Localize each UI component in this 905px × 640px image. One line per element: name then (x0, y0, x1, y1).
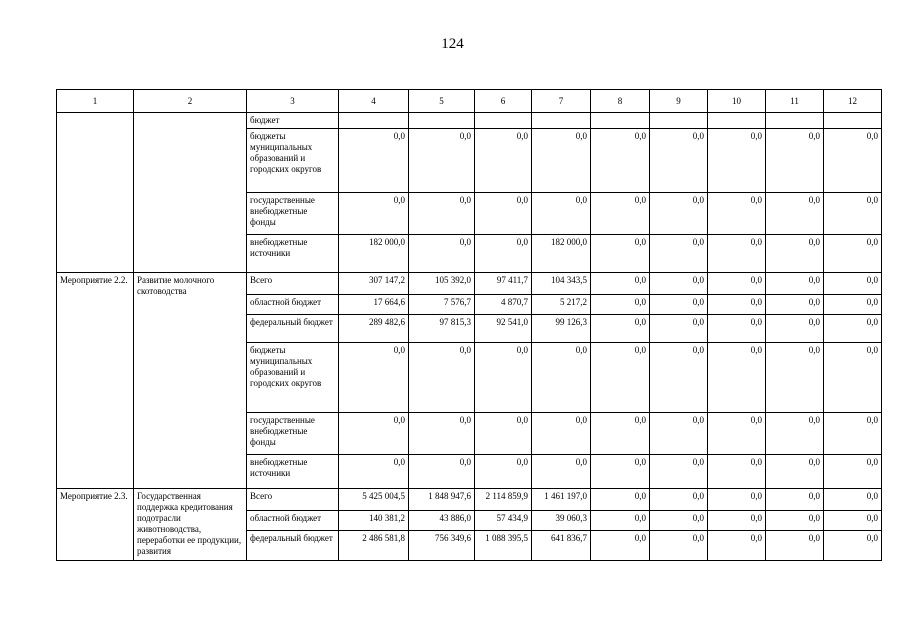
value-cell: 0,0 (650, 129, 708, 193)
value-cell: 0,0 (650, 511, 708, 531)
column-header: 3 (247, 90, 339, 113)
column-header: 1 (57, 90, 134, 113)
column-header: 12 (824, 90, 882, 113)
value-cell: 0,0 (409, 193, 475, 235)
event-name-cell: Развитие молочного скотоводства (134, 273, 247, 489)
value-cell: 4 870,7 (475, 295, 532, 315)
value-cell: 0,0 (339, 193, 409, 235)
value-cell: 0,0 (475, 455, 532, 489)
value-cell: 0,0 (766, 489, 824, 511)
value-cell: 0,0 (650, 193, 708, 235)
value-cell: 0,0 (409, 235, 475, 273)
value-cell: 0,0 (591, 295, 650, 315)
column-header: 11 (766, 90, 824, 113)
value-cell: 0,0 (708, 273, 766, 295)
funding-source-cell: федеральный бюджет (247, 315, 339, 343)
value-cell: 0,0 (708, 511, 766, 531)
value-cell (824, 113, 882, 129)
value-cell: 0,0 (766, 273, 824, 295)
value-cell: 0,0 (591, 489, 650, 511)
value-cell: 0,0 (475, 129, 532, 193)
value-cell: 0,0 (409, 413, 475, 455)
value-cell: 0,0 (532, 129, 591, 193)
value-cell: 0,0 (339, 455, 409, 489)
value-cell: 0,0 (339, 343, 409, 413)
value-cell: 0,0 (824, 343, 882, 413)
value-cell: 0,0 (532, 343, 591, 413)
value-cell: 105 392,0 (409, 273, 475, 295)
funding-source-cell: областной бюджет (247, 295, 339, 315)
value-cell: 289 482,6 (339, 315, 409, 343)
funding-source-cell: федеральный бюджет (247, 531, 339, 561)
value-cell: 0,0 (766, 235, 824, 273)
column-header: 8 (591, 90, 650, 113)
value-cell: 0,0 (339, 413, 409, 455)
column-number-row (57, 90, 882, 113)
value-cell (766, 113, 824, 129)
column-header: 5 (409, 90, 475, 113)
funding-source-cell: Всего (247, 273, 339, 295)
value-cell: 0,0 (409, 455, 475, 489)
value-cell: 0,0 (409, 129, 475, 193)
value-cell: 0,0 (708, 343, 766, 413)
event-name-cell (134, 113, 247, 273)
value-cell (409, 113, 475, 129)
value-cell: 1 461 197,0 (532, 489, 591, 511)
funding-source-cell: государственные внебюджетные фонды (247, 193, 339, 235)
budget-table (56, 89, 882, 561)
value-cell: 0,0 (532, 455, 591, 489)
value-cell: 0,0 (591, 455, 650, 489)
column-header: 4 (339, 90, 409, 113)
value-cell: 0,0 (532, 413, 591, 455)
value-cell: 0,0 (409, 343, 475, 413)
funding-source-cell: областной бюджет (247, 511, 339, 531)
value-cell: 0,0 (766, 129, 824, 193)
value-cell: 140 381,2 (339, 511, 409, 531)
value-cell: 0,0 (591, 129, 650, 193)
value-cell: 0,0 (766, 413, 824, 455)
value-cell: 0,0 (650, 455, 708, 489)
value-cell: 0,0 (824, 455, 882, 489)
value-cell: 57 434,9 (475, 511, 532, 531)
value-cell: 1 088 395,5 (475, 531, 532, 561)
funding-source-cell: бюджеты муниципальных образований и городских округов (247, 343, 339, 413)
value-cell: 92 541,0 (475, 315, 532, 343)
value-cell: 0,0 (824, 413, 882, 455)
value-cell (708, 113, 766, 129)
value-cell: 0,0 (650, 413, 708, 455)
value-cell: 97 815,3 (409, 315, 475, 343)
value-cell: 641 836,7 (532, 531, 591, 561)
value-cell: 0,0 (824, 193, 882, 235)
value-cell: 0,0 (591, 193, 650, 235)
value-cell: 17 664,6 (339, 295, 409, 315)
funding-source-cell: бюджеты муниципальных образований и городских округов (247, 129, 339, 193)
value-cell: 0,0 (824, 511, 882, 531)
value-cell: 0,0 (708, 129, 766, 193)
value-cell: 0,0 (591, 531, 650, 561)
event-name-cell: Государственная поддержка кредитования подотрасли животноводства, переработки ее продукции, развития (134, 489, 247, 561)
column-header: 9 (650, 90, 708, 113)
value-cell: 0,0 (591, 413, 650, 455)
value-cell: 0,0 (824, 295, 882, 315)
value-cell: 2 114 859,9 (475, 489, 532, 511)
value-cell: 182 000,0 (532, 235, 591, 273)
event-cell: Мероприятие 2.3. (57, 489, 134, 561)
value-cell: 2 486 581,8 (339, 531, 409, 561)
value-cell: 0,0 (591, 511, 650, 531)
funding-source-cell: бюджет (247, 113, 339, 129)
value-cell: 0,0 (766, 531, 824, 561)
value-cell: 0,0 (475, 193, 532, 235)
value-cell: 0,0 (591, 273, 650, 295)
funding-source-cell: внебюджетные источники (247, 455, 339, 489)
value-cell: 756 349,6 (409, 531, 475, 561)
value-cell: 0,0 (766, 511, 824, 531)
value-cell: 307 147,2 (339, 273, 409, 295)
value-cell: 0,0 (824, 315, 882, 343)
value-cell: 97 411,7 (475, 273, 532, 295)
value-cell: 0,0 (824, 489, 882, 511)
page-number: 124 (441, 36, 464, 52)
value-cell: 0,0 (766, 315, 824, 343)
value-cell: 7 576,7 (409, 295, 475, 315)
value-cell: 0,0 (650, 531, 708, 561)
value-cell: 0,0 (650, 343, 708, 413)
value-cell: 0,0 (766, 343, 824, 413)
value-cell: 1 848 947,6 (409, 489, 475, 511)
column-header: 10 (708, 90, 766, 113)
value-cell: 0,0 (708, 235, 766, 273)
value-cell: 0,0 (766, 295, 824, 315)
value-cell: 0,0 (475, 413, 532, 455)
value-cell: 0,0 (650, 315, 708, 343)
table-body (57, 113, 882, 561)
table-row (57, 273, 882, 295)
value-cell: 0,0 (766, 455, 824, 489)
value-cell: 99 126,3 (532, 315, 591, 343)
column-header: 6 (475, 90, 532, 113)
value-cell (475, 113, 532, 129)
value-cell (591, 113, 650, 129)
value-cell: 5 217,2 (532, 295, 591, 315)
value-cell: 0,0 (475, 235, 532, 273)
value-cell: 0,0 (824, 129, 882, 193)
column-header: 2 (134, 90, 247, 113)
value-cell: 0,0 (650, 235, 708, 273)
table-row (57, 489, 882, 511)
value-cell: 0,0 (708, 413, 766, 455)
value-cell: 0,0 (824, 235, 882, 273)
value-cell: 5 425 004,5 (339, 489, 409, 511)
table-row (57, 113, 882, 129)
value-cell: 0,0 (475, 343, 532, 413)
value-cell: 0,0 (339, 129, 409, 193)
funding-source-cell: внебюджетные источники (247, 235, 339, 273)
value-cell: 0,0 (708, 489, 766, 511)
column-header: 7 (532, 90, 591, 113)
value-cell: 0,0 (650, 489, 708, 511)
value-cell: 0,0 (650, 295, 708, 315)
value-cell: 0,0 (591, 235, 650, 273)
value-cell: 0,0 (708, 455, 766, 489)
value-cell: 0,0 (591, 315, 650, 343)
value-cell: 104 343,5 (532, 273, 591, 295)
value-cell: 0,0 (708, 315, 766, 343)
value-cell: 39 060,3 (532, 511, 591, 531)
event-cell: Мероприятие 2.2. (57, 273, 134, 489)
value-cell: 0,0 (650, 273, 708, 295)
value-cell: 0,0 (708, 531, 766, 561)
value-cell: 0,0 (532, 193, 591, 235)
value-cell (532, 113, 591, 129)
value-cell: 182 000,0 (339, 235, 409, 273)
funding-source-cell: Всего (247, 489, 339, 511)
value-cell: 0,0 (824, 273, 882, 295)
value-cell: 0,0 (591, 343, 650, 413)
value-cell: 0,0 (766, 193, 824, 235)
value-cell: 43 886,0 (409, 511, 475, 531)
event-cell (57, 113, 134, 273)
value-cell (339, 113, 409, 129)
value-cell: 0,0 (708, 193, 766, 235)
value-cell (650, 113, 708, 129)
value-cell: 0,0 (824, 531, 882, 561)
funding-source-cell: государственные внебюджетные фонды (247, 413, 339, 455)
value-cell: 0,0 (708, 295, 766, 315)
